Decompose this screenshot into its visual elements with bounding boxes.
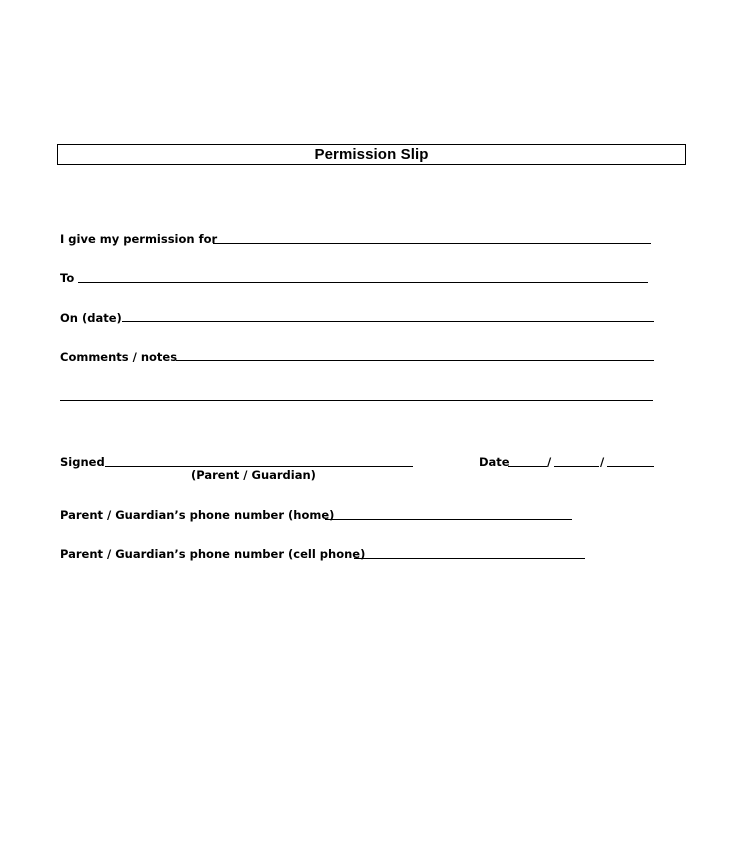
permission-for-field[interactable]	[213, 243, 651, 244]
signed-label: Signed	[60, 455, 105, 469]
date-separator: /	[600, 455, 605, 469]
comments-field-extra-line[interactable]	[60, 400, 653, 401]
date-label: Date	[479, 455, 510, 469]
page-title: Permission Slip	[314, 146, 429, 163]
signature-sublabel: (Parent / Guardian)	[191, 468, 316, 482]
phone-cell-field[interactable]	[354, 558, 585, 559]
phone-home-field[interactable]	[325, 519, 572, 520]
date-month-field[interactable]	[508, 466, 547, 467]
to-field[interactable]	[78, 282, 648, 283]
date-separator: /	[547, 455, 552, 469]
to-label: To	[60, 271, 75, 285]
date-year-field[interactable]	[607, 466, 654, 467]
on-date-field[interactable]	[122, 321, 654, 322]
comments-field[interactable]	[176, 360, 654, 361]
signature-field[interactable]	[105, 466, 413, 467]
phone-home-label: Parent / Guardian’s phone number (home)	[60, 508, 335, 522]
on-date-label: On (date)	[60, 311, 122, 325]
comments-label: Comments / notes	[60, 350, 178, 364]
date-day-field[interactable]	[554, 466, 599, 467]
permission-for-label: I give my permission for	[60, 232, 218, 246]
phone-cell-label: Parent / Guardian’s phone number (cell phone)	[60, 547, 366, 561]
title-box	[57, 144, 686, 165]
